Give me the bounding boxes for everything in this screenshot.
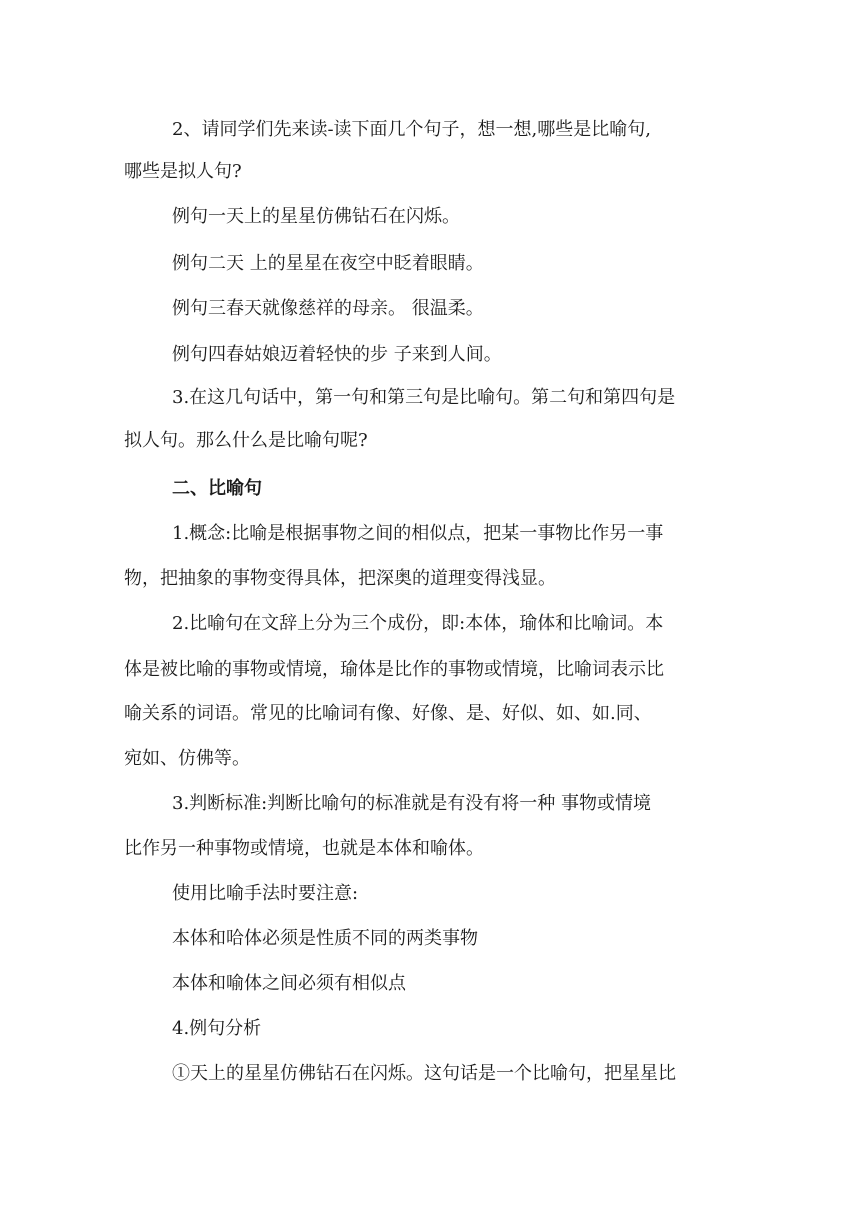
paragraph-line: 2.比喻句在文辞上分为三个成份，即:本体，瑜体和比喻词。本 [172, 613, 664, 634]
example-sentence: 例句四春姑娘迈着轻快的步 子来到人间。 [172, 344, 502, 365]
paragraph-line: 1.概念:比喻是根据事物之间的相似点，把某一事物比作另一事 [172, 523, 664, 544]
paragraph-line: 3.判断标准:判断比喻句的标准就是有没有将一种 事物或情境 [172, 793, 651, 814]
paragraph-line: 拟人句。那么什么是比喻句呢? [124, 430, 368, 451]
paragraph-line: 哪些是拟人句? [124, 161, 242, 182]
paragraph-line: 比作另一种事物或情境，也就是本体和喻体。 [124, 838, 484, 859]
example-sentence: 例句一天上的星星仿佛钻石在闪烁。 [172, 206, 460, 227]
example-sentence: 例句二天 上的星星在夜空中眨着眼睛。 [172, 253, 484, 274]
paragraph-line: 宛如、仿佛等。 [124, 748, 250, 769]
list-item: 本体和喻体之间必须有相似点 [172, 973, 406, 994]
paragraph-line: 喻关系的词语。常见的比喻词有像、好像、是、好似、如、如.同、 [124, 703, 652, 724]
paragraph-line: 物，把抽象的事物变得具体，把深奥的道理变得浅显。 [124, 568, 556, 589]
paragraph-line: 使用比喻手法时要注意: [172, 883, 359, 904]
section-heading: 二、比喻句 [172, 478, 262, 499]
paragraph-line: 体是被比喻的事物或情境，瑜体是比作的事物或情境，比喻词表示比 [124, 659, 664, 680]
list-item: 本体和哈体必须是性质不同的两类事物 [172, 928, 478, 949]
example-sentence: 例句三春天就像慈祥的母亲。 很温柔。 [172, 298, 484, 319]
paragraph-line: 3.在这几句话中，第一句和第三句是比喻句。第二句和第四句是 [172, 387, 676, 408]
paragraph-line: 2、请同学们先来读-读下面几个句子，想一想,哪些是比喻句, [172, 119, 651, 140]
paragraph-line: ①天上的星星仿佛钻石在闪烁。这句话是一个比喻句，把星星比 [172, 1063, 676, 1084]
paragraph-line: 4.例句分析 [172, 1018, 262, 1039]
